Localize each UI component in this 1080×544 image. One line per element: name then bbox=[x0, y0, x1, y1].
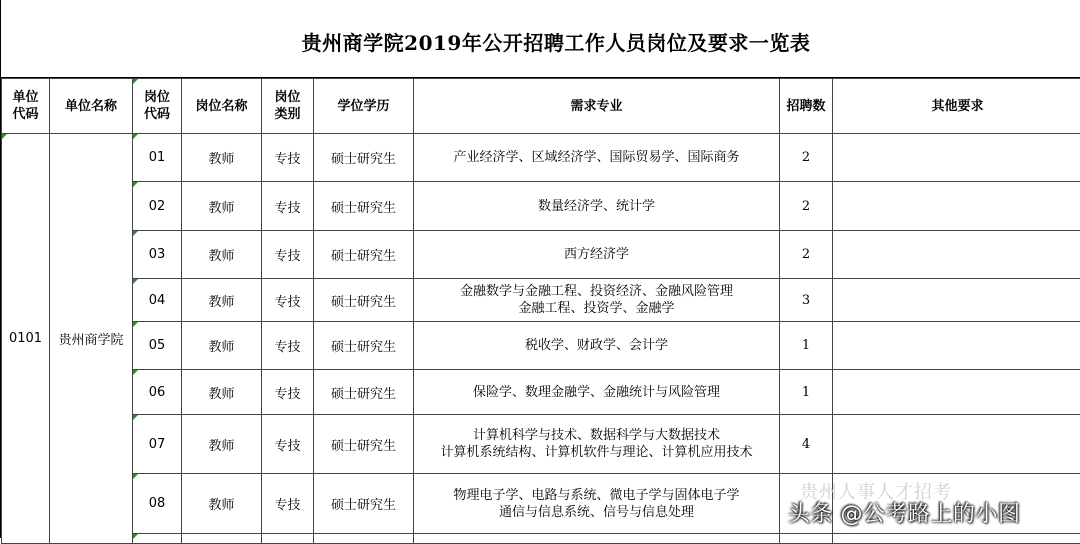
post-code-cell: 04 bbox=[133, 279, 182, 322]
table-row bbox=[2, 322, 1080, 370]
post-code-cell: 02 bbox=[133, 182, 182, 231]
table-row bbox=[2, 279, 1080, 322]
post-code-cell: 08 bbox=[133, 474, 182, 534]
title-row bbox=[1, 0, 1080, 78]
major-cell bbox=[414, 534, 780, 544]
post-type-cell: 专技 bbox=[262, 231, 314, 279]
post-code-cell: 03 bbox=[133, 231, 182, 279]
count-cell: 4 bbox=[780, 415, 833, 474]
header-post-type: 岗位 类别 bbox=[262, 79, 314, 134]
header-post-name: 岗位名称 bbox=[182, 79, 262, 134]
header-other: 其他要求 bbox=[833, 79, 1080, 134]
post-name-cell: 教师 bbox=[182, 134, 262, 182]
count-cell: 1 bbox=[780, 322, 833, 370]
post-type-cell: 专技 bbox=[262, 474, 314, 534]
table-row bbox=[2, 182, 1080, 231]
header-post-code: 岗位 代码 bbox=[133, 79, 182, 134]
post-type-cell: 专技 bbox=[262, 279, 314, 322]
table-row bbox=[2, 370, 1080, 415]
degree-cell: 硕士研究生 bbox=[314, 474, 414, 534]
major-cell: 物理电子学、电路与系统、微电子学与固体电子学 通信与信息系统、信号与信息处理 bbox=[414, 474, 780, 534]
post-type-cell: 专技 bbox=[262, 415, 314, 474]
count-cell bbox=[780, 534, 833, 544]
table-row bbox=[2, 134, 1080, 182]
other-cell bbox=[833, 534, 1080, 544]
other-cell bbox=[833, 370, 1080, 415]
major-cell: 计算机科学与技术、数据科学与大数据技术 计算机系统结构、计算机软件与理论、计算机应用技术 bbox=[414, 415, 780, 474]
header-major: 需求专业 bbox=[414, 79, 780, 134]
post-type-cell: 专技 bbox=[262, 370, 314, 415]
table-row bbox=[2, 231, 1080, 279]
count-cell: 1 bbox=[780, 370, 833, 415]
post-type-cell: 专技 bbox=[262, 134, 314, 182]
positions-table bbox=[1, 78, 1080, 544]
watermark-byline: 头条 @公考路上的小图 bbox=[788, 497, 1021, 528]
post-name-cell bbox=[182, 534, 262, 544]
header-row bbox=[2, 79, 1080, 134]
post-type-cell: 专技 bbox=[262, 182, 314, 231]
post-name-cell: 教师 bbox=[182, 370, 262, 415]
degree-cell: 硕士研究生 bbox=[314, 231, 414, 279]
post-name-cell: 教师 bbox=[182, 279, 262, 322]
count-cell: 2 bbox=[780, 231, 833, 279]
degree-cell: 硕士研究生 bbox=[314, 182, 414, 231]
page-title: 贵州商学院2019年公开招聘工作人员岗位及要求一览表 bbox=[302, 27, 811, 56]
header-count: 招聘数 bbox=[780, 79, 833, 134]
count-cell: 2 bbox=[780, 182, 833, 231]
header-degree: 学位学历 bbox=[314, 79, 414, 134]
table-row bbox=[2, 534, 1080, 544]
header-unit-name: 单位名称 bbox=[50, 79, 133, 134]
post-code-cell: 05 bbox=[133, 322, 182, 370]
header-unit-code: 单位 代码 bbox=[2, 79, 50, 134]
table-row bbox=[2, 415, 1080, 474]
other-cell bbox=[833, 415, 1080, 474]
degree-cell: 硕士研究生 bbox=[314, 322, 414, 370]
post-code-cell bbox=[133, 534, 182, 544]
major-cell: 西方经济学 bbox=[414, 231, 780, 279]
degree-cell: 硕士研究生 bbox=[314, 370, 414, 415]
post-code-cell: 06 bbox=[133, 370, 182, 415]
major-cell: 保险学、数理金融学、金融统计与风险管理 bbox=[414, 370, 780, 415]
unit-name-cell: 贵州商学院 bbox=[50, 134, 133, 544]
post-name-cell: 教师 bbox=[182, 182, 262, 231]
degree-cell: 硕士研究生 bbox=[314, 134, 414, 182]
major-cell: 税收学、财政学、会计学 bbox=[414, 322, 780, 370]
degree-cell: 硕士研究生 bbox=[314, 279, 414, 322]
degree-cell: 硕士研究生 bbox=[314, 415, 414, 474]
count-cell: 3 bbox=[780, 279, 833, 322]
other-cell bbox=[833, 231, 1080, 279]
post-name-cell: 教师 bbox=[182, 231, 262, 279]
post-name-cell: 教师 bbox=[182, 415, 262, 474]
post-name-cell: 教师 bbox=[182, 322, 262, 370]
other-cell bbox=[833, 322, 1080, 370]
other-cell bbox=[833, 279, 1080, 322]
degree-cell bbox=[314, 534, 414, 544]
post-name-cell: 教师 bbox=[182, 474, 262, 534]
post-code-cell: 07 bbox=[133, 415, 182, 474]
major-cell: 产业经济学、区域经济学、国际贸易学、国际商务 bbox=[414, 134, 780, 182]
unit-code-cell: 0101 bbox=[2, 134, 50, 544]
other-cell bbox=[833, 134, 1080, 182]
watermark-account: 贵州人事人才招考 bbox=[800, 478, 952, 504]
count-cell: 2 bbox=[780, 134, 833, 182]
post-type-cell: 专技 bbox=[262, 322, 314, 370]
major-cell: 金融数学与金融工程、投资经济、金融风险管理 金融工程、投资学、金融学 bbox=[414, 279, 780, 322]
post-code-cell: 01 bbox=[133, 134, 182, 182]
other-cell bbox=[833, 182, 1080, 231]
major-cell: 数量经济学、统计学 bbox=[414, 182, 780, 231]
post-type-cell bbox=[262, 534, 314, 544]
